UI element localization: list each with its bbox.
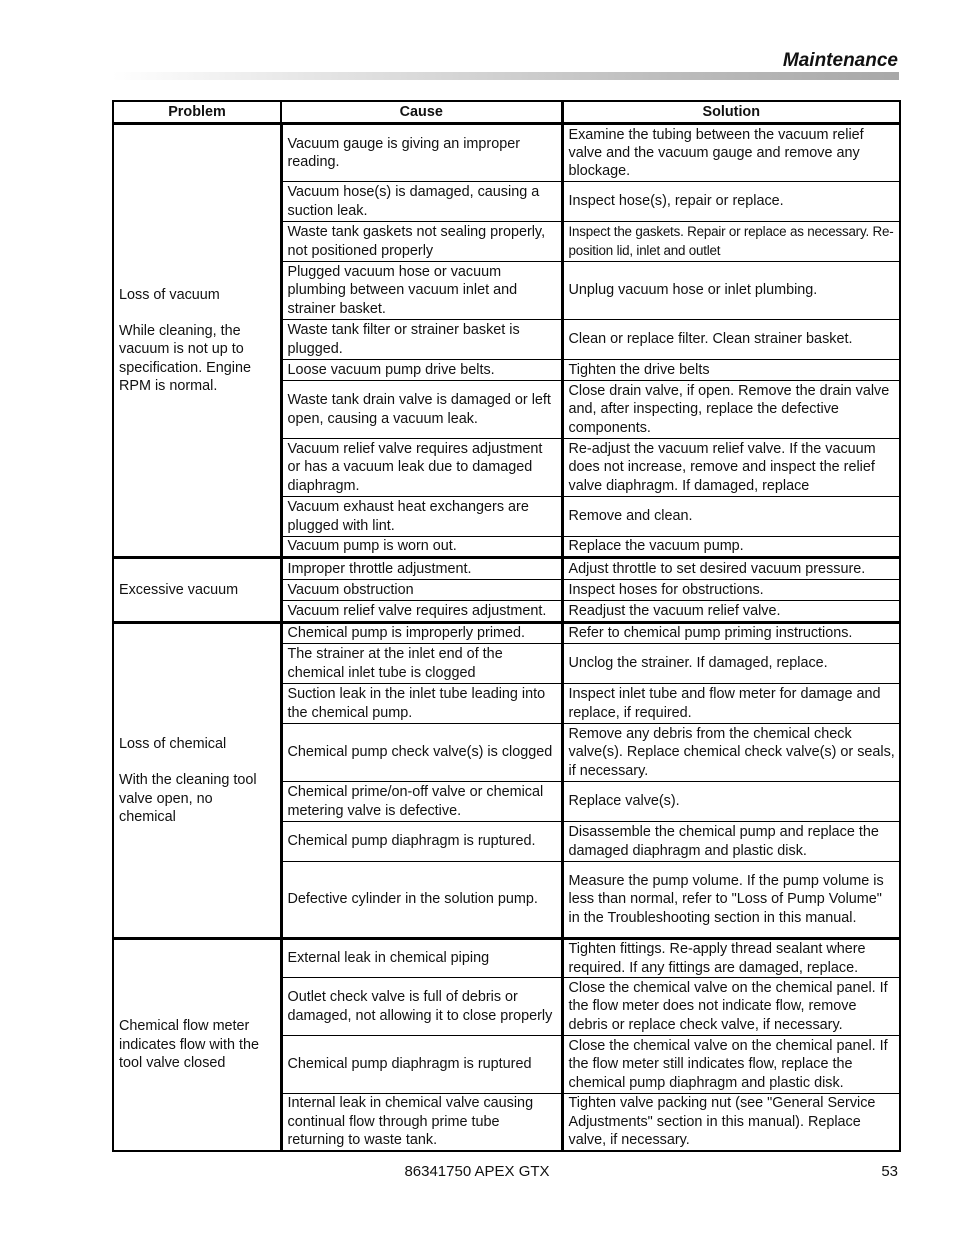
solution-cell: Clean or replace filter. Clean strainer basket.	[562, 320, 900, 360]
problem-spacer	[119, 753, 276, 771]
problem-text: While cleaning, the	[119, 323, 241, 340]
column-header-cause: Cause	[281, 101, 562, 124]
solution-cell: Readjust the vacuum relief valve.	[562, 601, 900, 623]
problem-cell	[113, 939, 281, 1151]
solution-cell: Tighten valve packing nut (see "General Service Adjustments" section in this manual). Replace valve, if necessary.	[562, 1094, 900, 1151]
cause-cell: Loose vacuum pump drive belts.	[281, 360, 562, 381]
column-header-solution: Solution	[562, 101, 900, 124]
solution-cell: Inspect hoses for obstructions.	[562, 580, 900, 601]
problem-text: valve open, no	[119, 790, 213, 807]
cause-cell: External leak in chemical piping	[281, 939, 562, 978]
problem-text: tool valve closed	[119, 1054, 226, 1071]
solution-cell: Remove any debris from the chemical check valve(s). Replace chemical check valve(s) or seals, if necessary.	[562, 724, 900, 782]
problem-text: Loss of vacuum	[119, 286, 220, 303]
solution-cell: Inspect the gaskets. Repair or replace as necessary. Re-position lid, inlet and outlet	[562, 222, 900, 262]
cause-cell: Vacuum pump is worn out.	[281, 537, 562, 558]
column-header-problem: Problem	[113, 101, 281, 124]
solution-cell: Remove and clean.	[562, 497, 900, 537]
cause-cell: The strainer at the inlet end of the chemical inlet tube is clogged	[281, 644, 562, 684]
problem-spacer	[119, 304, 276, 322]
cause-cell: Chemical pump is improperly primed.	[281, 623, 562, 644]
solution-cell: Inspect inlet tube and flow meter for damage and replace, if required.	[562, 684, 900, 724]
cause-cell: Waste tank drain valve is damaged or left open, causing a vacuum leak.	[281, 381, 562, 439]
solution-cell: Inspect hose(s), repair or replace.	[562, 182, 900, 222]
cause-cell: Vacuum exhaust heat exchangers are plugged with lint.	[281, 497, 562, 537]
troubleshooting-table	[112, 100, 901, 1152]
cause-cell: Plugged vacuum hose or vacuum plumbing between vacuum inlet and strainer basket.	[281, 262, 562, 320]
cause-cell: Chemical pump diaphragm is ruptured.	[281, 822, 562, 862]
table-row	[113, 124, 900, 182]
solution-cell: Unplug vacuum hose or inlet plumbing.	[562, 262, 900, 320]
solution-cell: Refer to chemical pump priming instructions.	[562, 623, 900, 644]
solution-cell: Close the chemical valve on the chemical panel. If the flow meter does not indicate flow, remove debris or replace check valve, if necessary.	[562, 978, 900, 1036]
problem-text: RPM is normal.	[119, 377, 218, 394]
problem-text: With the cleaning tool	[119, 772, 257, 789]
solution-cell: Replace the vacuum pump.	[562, 537, 900, 558]
solution-cell: Measure the pump volume. If the pump volume is less than normal, refer to "Loss of Pump Volume" in the Troubleshooting section in this manual.	[562, 862, 900, 939]
cause-cell: Chemical pump check valve(s) is clogged	[281, 724, 562, 782]
table-header-row	[113, 101, 900, 124]
cause-cell: Chemical prime/on-off valve or chemical metering valve is defective.	[281, 782, 562, 822]
cause-cell: Improper throttle adjustment.	[281, 558, 562, 580]
solution-cell: Tighten the drive belts	[562, 360, 900, 381]
table-row	[113, 623, 900, 644]
problem-cell	[113, 558, 281, 623]
footer-page-number: 53	[881, 1163, 898, 1180]
solution-cell: Adjust throttle to set desired vacuum pressure.	[562, 558, 900, 580]
problem-text: Loss of chemical	[119, 736, 227, 753]
problem-text: indicates flow with the	[119, 1036, 259, 1053]
solution-cell: Close drain valve, if open. Remove the drain valve and, after inspecting, replace the defective components.	[562, 381, 900, 439]
problem-text: vacuum is not up to	[119, 341, 244, 358]
cause-cell: Chemical pump diaphragm is ruptured	[281, 1036, 562, 1094]
solution-cell: Close the chemical valve on the chemical panel. If the flow meter still indicates flow, replace the chemical pump diaphragm and plastic disk.	[562, 1036, 900, 1094]
cause-cell: Vacuum obstruction	[281, 580, 562, 601]
solution-cell: Disassemble the chemical pump and replace the damaged diaphragm and plastic disk.	[562, 822, 900, 862]
solution-cell: Unclog the strainer. If damaged, replace.	[562, 644, 900, 684]
problem-cell	[113, 623, 281, 939]
solution-cell: Tighten fittings. Re-apply thread sealant where required. If any fittings are damaged, replace.	[562, 939, 900, 978]
solution-cell: Examine the tubing between the vacuum relief valve and the vacuum gauge and remove any blockage.	[562, 124, 900, 182]
problem-text: Excessive vacuum	[119, 581, 239, 598]
problem-text: specification. Engine	[119, 359, 251, 376]
cause-cell: Vacuum hose(s) is damaged, causing a suction leak.	[281, 182, 562, 222]
cause-cell: Vacuum relief valve requires adjustment or has a vacuum leak due to damaged diaphragm.	[281, 439, 562, 497]
footer-document-id: 86341750 APEX GTX	[404, 1163, 550, 1180]
table-row	[113, 558, 900, 580]
cause-cell: Waste tank filter or strainer basket is plugged.	[281, 320, 562, 360]
problem-cell	[113, 124, 281, 558]
table-row	[113, 939, 900, 978]
cause-cell: Suction leak in the inlet tube leading into the chemical pump.	[281, 684, 562, 724]
cause-cell: Waste tank gaskets not sealing properly, not positioned properly	[281, 222, 562, 262]
section-title: Maintenance	[782, 50, 898, 71]
problem-text: Chemical flow meter	[119, 1018, 250, 1035]
cause-cell: Defective cylinder in the solution pump.	[281, 862, 562, 939]
cause-cell: Vacuum gauge is giving an improper reading.	[281, 124, 562, 182]
cause-cell: Vacuum relief valve requires adjustment.	[281, 601, 562, 623]
header-rule	[112, 72, 899, 80]
solution-cell: Re-adjust the vacuum relief valve. If the vacuum does not increase, remove and inspect the relief valve diaphragm. If damaged, replace	[562, 439, 900, 497]
problem-text: chemical	[119, 808, 176, 825]
solution-cell: Replace valve(s).	[562, 782, 900, 822]
cause-cell: Internal leak in chemical valve causing continual flow through prime tube returning to waste tank.	[281, 1094, 562, 1151]
cause-cell: Outlet check valve is full of debris or damaged, not allowing it to close properly	[281, 978, 562, 1036]
